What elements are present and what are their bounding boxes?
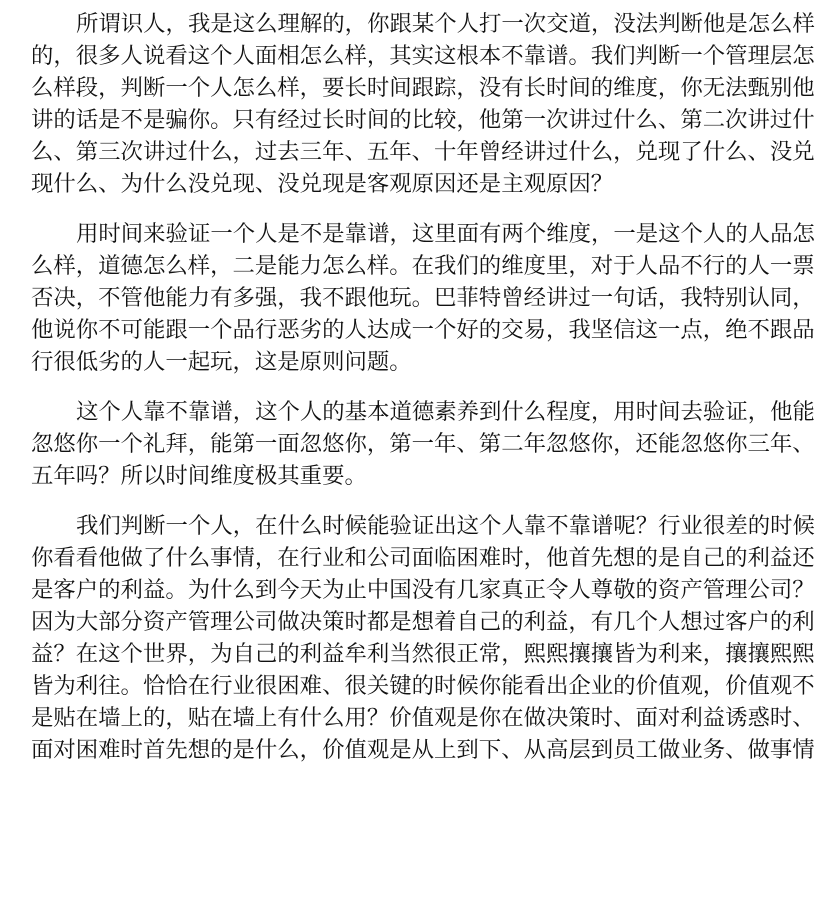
text-line: 么样，道德怎么样，二是能力怎么样。在我们的维度里，对于人品不行的人一票 [31,253,815,279]
text-line: 五年吗？所以时间维度极其重要。 [31,463,367,489]
text-line: 是客户的利益。为什么到今天为止中国没有几家真正令人尊敬的资产管理公司？ [31,577,815,603]
text-line: 么样段，判断一个人怎么样，要长时间跟踪，没有长时间的维度，你无法甄别他 [31,75,815,101]
text-line: 么、第三次讲过什么，过去三年、五年、十年曾经讲过什么，兑现了什么、没兑 [31,139,815,165]
text-line: 忽悠你一个礼拜，能第一面忽悠你，第一年、第二年忽悠你，还能忽悠你三年、 [31,431,815,457]
text-line: 这个人靠不靠谱，这个人的基本道德素养到什么程度，用时间去验证，他能 [76,399,815,425]
text-line: 皆为利往。恰恰在行业很困难、很关键的时候你能看出企业的价值观，价值观不 [31,673,815,699]
paragraph-reliability [31,396,815,492]
text-line: 因为大部分资产管理公司做决策时都是想着自己的利益，有几个人想过客户的利 [31,609,815,635]
paragraph-values [31,510,815,766]
text-line: 所谓识人，我是这么理解的，你跟某个人打一次交道，没法判断他是怎么样 [76,11,815,37]
text-line: 是贴在墙上的，贴在墙上有什么用？价值观是你在做决策时、面对利益诱惑时、 [31,705,815,731]
text-line: 行很低劣的人一起玩，这是原则问题。 [31,349,412,375]
text-line: 现什么、为什么没兑现、没兑现是客观原因还是主观原因？ [31,171,614,197]
paragraph-time-verification [31,218,815,378]
text-line: 益？在这个世界，为自己的利益牟利当然很正常，熙熙攘攘皆为利来，攘攘熙熙 [31,641,815,667]
paragraph-judging-people [31,8,815,200]
text-line: 用时间来验证一个人是不是靠谱，这里面有两个维度，一是这个人的人品怎 [76,221,815,247]
text-line: 否决，不管他能力有多强，我不跟他玩。巴菲特曾经讲过一句话，我特别认同， [31,285,815,311]
text-line: 面对困难时首先想的是什么，价值观是从上到下、从高层到员工做业务、做事情 [31,737,815,763]
text-line: 的，很多人说看这个人面相怎么样，其实这根本不靠谱。我们判断一个管理层怎 [31,43,815,69]
text-line: 你看看他做了什么事情，在行业和公司面临困难时，他首先想的是自己的利益还 [31,545,815,571]
text-line: 他说你不可能跟一个品行恶劣的人达成一个好的交易，我坚信这一点，绝不跟品 [31,317,815,343]
text-line: 我们判断一个人，在什么时候能验证出这个人靠不靠谱呢？行业很差的时候 [76,513,815,539]
text-line: 讲的话是不是骗你。只有经过长时间的比较，他第一次讲过什么、第二次讲过什 [31,107,815,133]
document-page [31,8,815,784]
